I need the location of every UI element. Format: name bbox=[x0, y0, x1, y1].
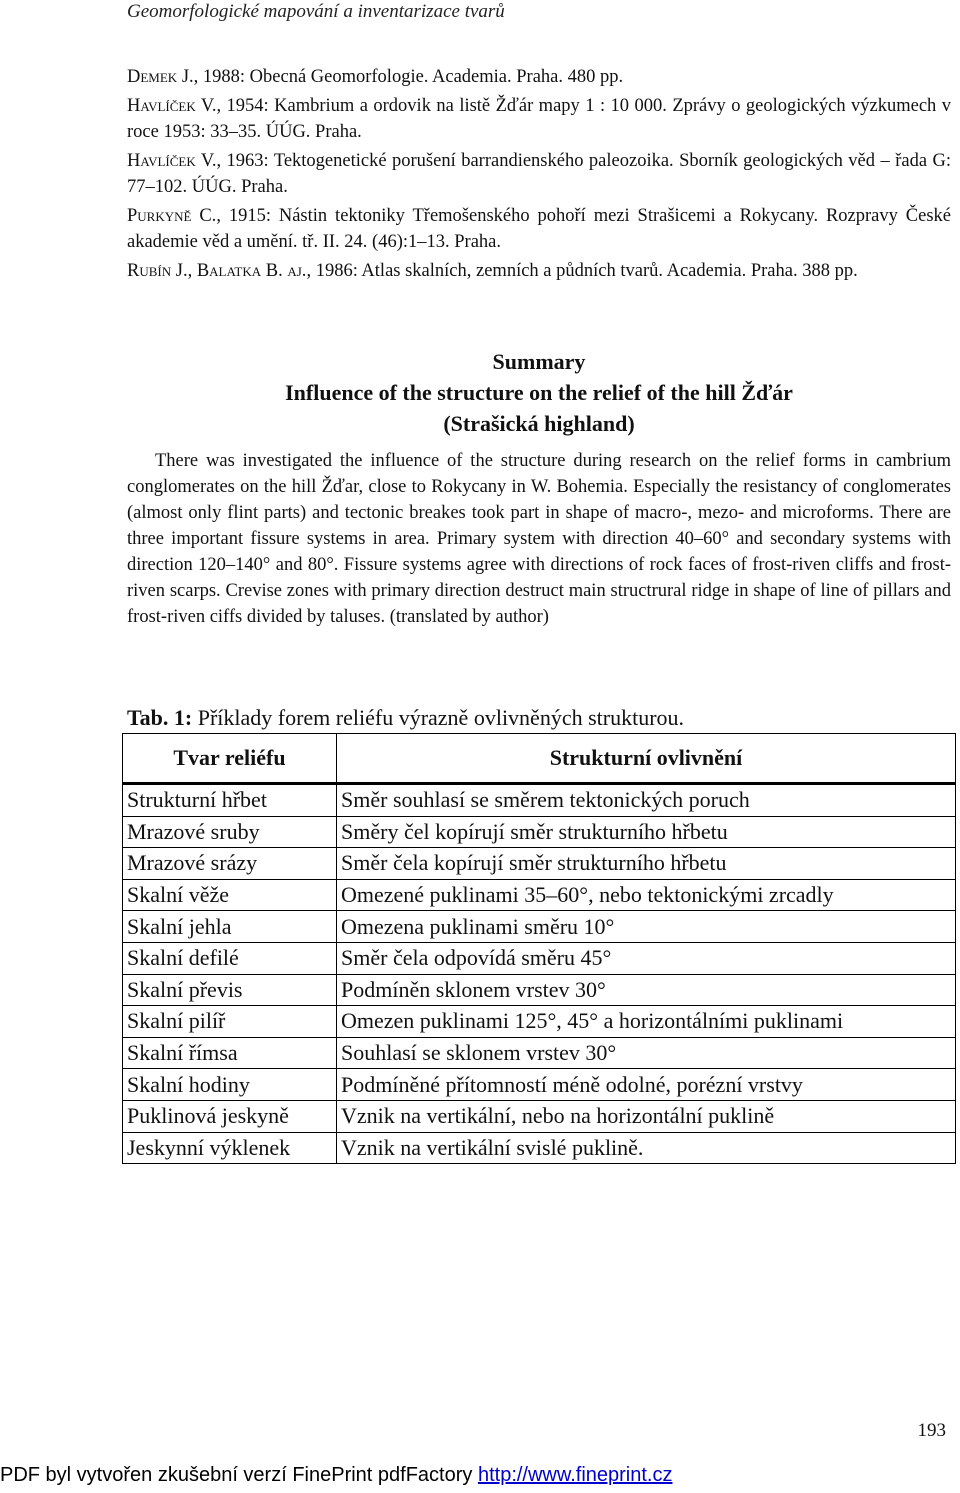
pdf-footer-notice bbox=[0, 1462, 960, 1488]
reference-authors: Purkyně C. bbox=[127, 206, 217, 226]
reference-item bbox=[127, 258, 951, 284]
reference-authors: Havlíček V. bbox=[127, 151, 217, 171]
table-caption bbox=[127, 703, 684, 733]
structural-influence-cell: Vznik na vertikální, nebo na horizontální puklině bbox=[337, 1100, 956, 1132]
structural-influence-cell: Omezené puklinami 35–60°, nebo tektonickými zrcadly bbox=[337, 879, 956, 911]
table-row bbox=[123, 848, 956, 880]
reference-item bbox=[127, 203, 951, 255]
relief-form-cell: Mrazové srázy bbox=[123, 848, 337, 880]
structural-influence-cell: Směr čela odpovídá směru 45° bbox=[337, 942, 956, 974]
table-row bbox=[123, 974, 956, 1006]
reference-text: , 1963: Tektogenetické porušení barrandienského paleozoika. Sborník geologických věd – řada G: 77–102. ÚÚG. Praha. bbox=[127, 151, 951, 197]
structural-influence-cell: Omezen puklinami 125°, 45° a horizontálními puklinami bbox=[337, 1006, 956, 1038]
reference-item bbox=[127, 64, 951, 90]
summary-title: Influence of the structure on the relief of the hill Žďár bbox=[285, 380, 793, 405]
structural-influence-cell: Vznik na vertikální svislé puklině. bbox=[337, 1132, 956, 1164]
table-caption-label: Tab. 1: bbox=[127, 705, 193, 730]
summary-label: Summary bbox=[492, 349, 586, 374]
reference-item bbox=[127, 148, 951, 200]
reference-authors: Havlíček V. bbox=[127, 96, 217, 116]
summary-heading-block bbox=[127, 346, 951, 439]
relief-form-cell: Skalní římsa bbox=[123, 1037, 337, 1069]
relief-form-cell: Skalní převis bbox=[123, 974, 337, 1006]
relief-form-cell: Skalní pilíř bbox=[123, 1006, 337, 1038]
reference-text: , 1954: Kambrium a ordovik na listě Žďár mapy 1 : 10 000. Zprávy o geologických výzkumech v roce 1953: 33–35. ÚÚG. Praha. bbox=[127, 96, 951, 142]
summary-abstract: There was investigated the influence of the structure during research on the relief forms in cambrium conglomerates on the hill Žďar, close to Rokycany in W. Bohemia. Especially the resistancy of conglomerates (almost only flint parts) and tectonic breakes took part in shape of macro-, mezo- and microforms. There are three important fissure systems in area. Primary system with direction 40–60° and secondary systems with direction 120–140° and 80°. Fissure systems agree with directions of rock faces of frost-riven cliffs and frost-riven scarps. Crevise zones with primary direction destruct main structrural ridge in shape of line of pillars and frost-riven ciffs divided by taluses. (translated by author) bbox=[127, 451, 951, 627]
reference-authors: Rubín J., Balatka B. aj. bbox=[127, 261, 307, 281]
structural-influence-cell: Podmíněné přítomností méně odolné, porézní vrstvy bbox=[337, 1069, 956, 1101]
structural-influence-cell: Souhlasí se sklonem vrstev 30° bbox=[337, 1037, 956, 1069]
relief-form-cell: Mrazové sruby bbox=[123, 816, 337, 848]
relief-form-cell: Skalní věže bbox=[123, 879, 337, 911]
page-number: 193 bbox=[917, 1420, 946, 1441]
relief-form-cell: Skalní hodiny bbox=[123, 1069, 337, 1101]
reference-item bbox=[127, 93, 951, 145]
structural-influence-cell: Směry čel kopírují směr strukturního hřbetu bbox=[337, 816, 956, 848]
table-row bbox=[123, 942, 956, 974]
structural-influence-cell: Směr čela kopírují směr strukturního hřbetu bbox=[337, 848, 956, 880]
relief-form-cell: Puklinová jeskyně bbox=[123, 1100, 337, 1132]
reference-list bbox=[127, 64, 951, 287]
table-row bbox=[123, 1100, 956, 1132]
table-header-row bbox=[123, 734, 956, 784]
reference-text: , 1915: Nástin tektoniky Třemošenského pohoří mezi Strašicemi a Rokycany. Rozpravy České akademie věd a umění. tř. II. 24. (46):1–13. Praha. bbox=[127, 206, 951, 252]
relief-form-cell: Strukturní hřbet bbox=[123, 784, 337, 817]
table-row bbox=[123, 879, 956, 911]
footer-link[interactable]: http://www.fineprint.cz bbox=[477, 1464, 673, 1486]
table-row bbox=[123, 784, 956, 817]
running-header: Geomorfologické mapování a inventarizace tvarů bbox=[127, 1, 505, 22]
table-row bbox=[123, 911, 956, 943]
structural-influence-cell: Omezena puklinami směru 10° bbox=[337, 911, 956, 943]
table-caption-text: Příklady forem reliéfu výrazně ovlivněných strukturou. bbox=[192, 705, 685, 730]
footer-text: PDF byl vytvořen zkušební verzí FinePrint pdfFactory bbox=[0, 1464, 478, 1486]
table-row bbox=[123, 1069, 956, 1101]
relief-form-cell: Jeskynní výklenek bbox=[123, 1132, 337, 1164]
table-row bbox=[123, 816, 956, 848]
column-header-structural-influence: Strukturní ovlivnění bbox=[337, 734, 956, 784]
relief-form-cell: Skalní jehla bbox=[123, 911, 337, 943]
table-row bbox=[123, 1037, 956, 1069]
relief-form-cell: Skalní defilé bbox=[123, 942, 337, 974]
reference-authors: Demek J. bbox=[127, 67, 194, 87]
table-row bbox=[123, 1006, 956, 1038]
table-row bbox=[123, 1132, 956, 1164]
summary-subtitle: (Strašická highland) bbox=[443, 411, 635, 436]
column-header-relief-form: Tvar reliéfu bbox=[123, 734, 337, 784]
reference-text: , 1988: Obecná Geomorfologie. Academia. Praha. 480 pp. bbox=[193, 67, 624, 87]
structural-influence-cell: Podmíněn sklonem vrstev 30° bbox=[337, 974, 956, 1006]
relief-forms-table bbox=[122, 733, 956, 1164]
reference-text: , 1986: Atlas skalních, zemních a půdních tvarů. Academia. Praha. 388 pp. bbox=[306, 261, 858, 281]
structural-influence-cell: Směr souhlasí se směrem tektonických poruch bbox=[337, 784, 956, 817]
